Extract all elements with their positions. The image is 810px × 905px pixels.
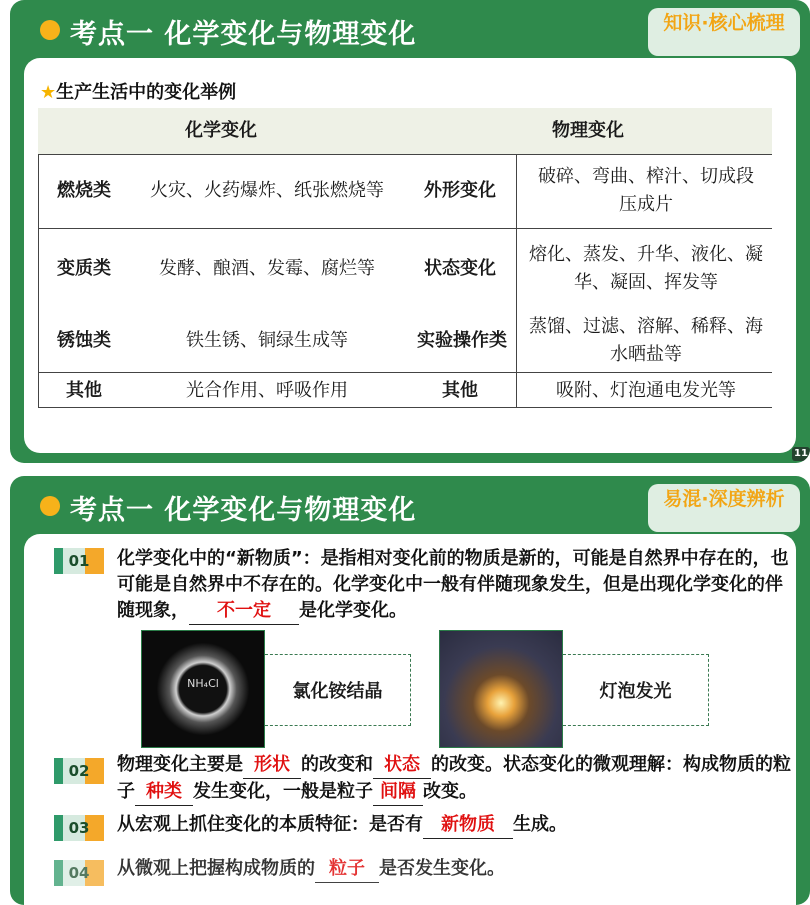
answer-blank: 不一定 [189,598,299,625]
item-text: 改变。 [423,781,477,802]
chem-type: 变质类 [57,258,111,279]
slide-title: 考点一 化学变化与物理变化 [70,495,417,526]
phys-examples: 熔化、蒸发、升华、液化、凝华、凝固、挥发等 [529,244,763,293]
slide-title: 考点一 化学变化与物理变化 [70,19,417,50]
section-tag: 易混·深度辨析 [648,484,800,532]
chem-type: 锈蚀类 [57,330,111,351]
header-chemical: 化学变化 [38,108,404,154]
bullet-dot-icon [40,20,60,40]
table-rule [38,407,772,408]
answer-blank: 状态 [373,752,431,779]
answer-blank: 粒子 [315,856,379,883]
item-text: 生成。 [513,814,567,835]
item-text-01 [117,546,797,625]
table-rule [38,228,772,229]
section-tag: 知识·核心梳理 [648,8,800,56]
subheading-text: 生产生活中的变化举例 [56,82,237,103]
phys-type: 外形变化 [424,180,496,201]
item-number: 03 [68,819,90,837]
phys-examples: 吸附、灯泡通电发光等 [556,380,736,401]
answer-blank: 新物质 [423,812,513,839]
phys-type: 实验操作类 [417,330,507,351]
page-number: 11 [792,447,810,461]
light-bulb-image [439,630,563,748]
star-icon: ★ [40,82,57,103]
item-number-badge [54,815,104,841]
chem-examples: 火灾、火药爆炸、纸张燃烧等 [150,180,384,201]
chem-examples: 发酵、酿酒、发霉、腐烂等 [159,258,375,279]
item-text: 的改变和 [301,754,373,775]
table-rule [38,154,772,155]
figure-label: 灯泡发光 [563,654,709,726]
item-number-badge [54,758,104,784]
phys-type: 状态变化 [424,258,496,279]
chem-examples: 铁生锈、铜绿生成等 [186,330,348,351]
phys-type: 其他 [442,380,478,401]
chem-type: 其他 [66,380,102,401]
photo-caption: NH₄Cl [187,677,219,690]
item-text: 是否发生变化。 [379,858,505,879]
phys-examples: 蒸馏、过滤、溶解、稀释、海水晒盐等 [529,316,763,365]
change-examples-table [38,108,772,408]
answer-blank: 间隔 [373,779,423,806]
item-number: 04 [68,864,90,882]
header-physical: 物理变化 [404,108,772,154]
chem-type: 燃烧类 [57,180,111,201]
ammonium-chloride-crystal-image [141,630,265,748]
item-number: 01 [68,552,90,570]
item-text-04 [117,856,797,883]
item-text-03 [117,812,797,839]
item-text: 发生变化，一般是粒子 [193,781,373,802]
item-text: 从微观上把握构成物质的 [117,858,315,879]
subheading [40,78,236,104]
answer-blank: 形状 [243,752,301,779]
item-text: 从宏观上抓住变化的本质特征：是否有 [117,814,423,835]
answer-blank: 种类 [135,779,193,806]
table-rule [516,154,517,408]
bullet-dot-icon [40,496,60,516]
item-number-badge [54,548,104,574]
chem-examples: 光合作用、呼吸作用 [186,380,348,401]
phys-examples: 破碎、弯曲、榨汁、切成段压成片 [538,166,754,215]
item-text: 物理变化主要是 [117,754,243,775]
item-text: 化学变化中的“新物质”：是指相对变化前的物质是新的，可能是自然界中存在的，也可能是自然界中不存在的。化学变化中一般有伴随现象发生，但是出现化学变化的伴随现象， [117,548,789,621]
figure-label: 氯化铵结晶 [265,654,411,726]
table-rule [38,372,772,373]
item-text-02 [117,752,797,806]
item-text: 是化学变化。 [299,600,407,621]
item-text: 的改变。状态变化的微观理解：构成物质的粒子 [117,754,791,802]
item-number: 02 [68,762,90,780]
table-rule [38,154,39,408]
item-number-badge [54,860,104,886]
